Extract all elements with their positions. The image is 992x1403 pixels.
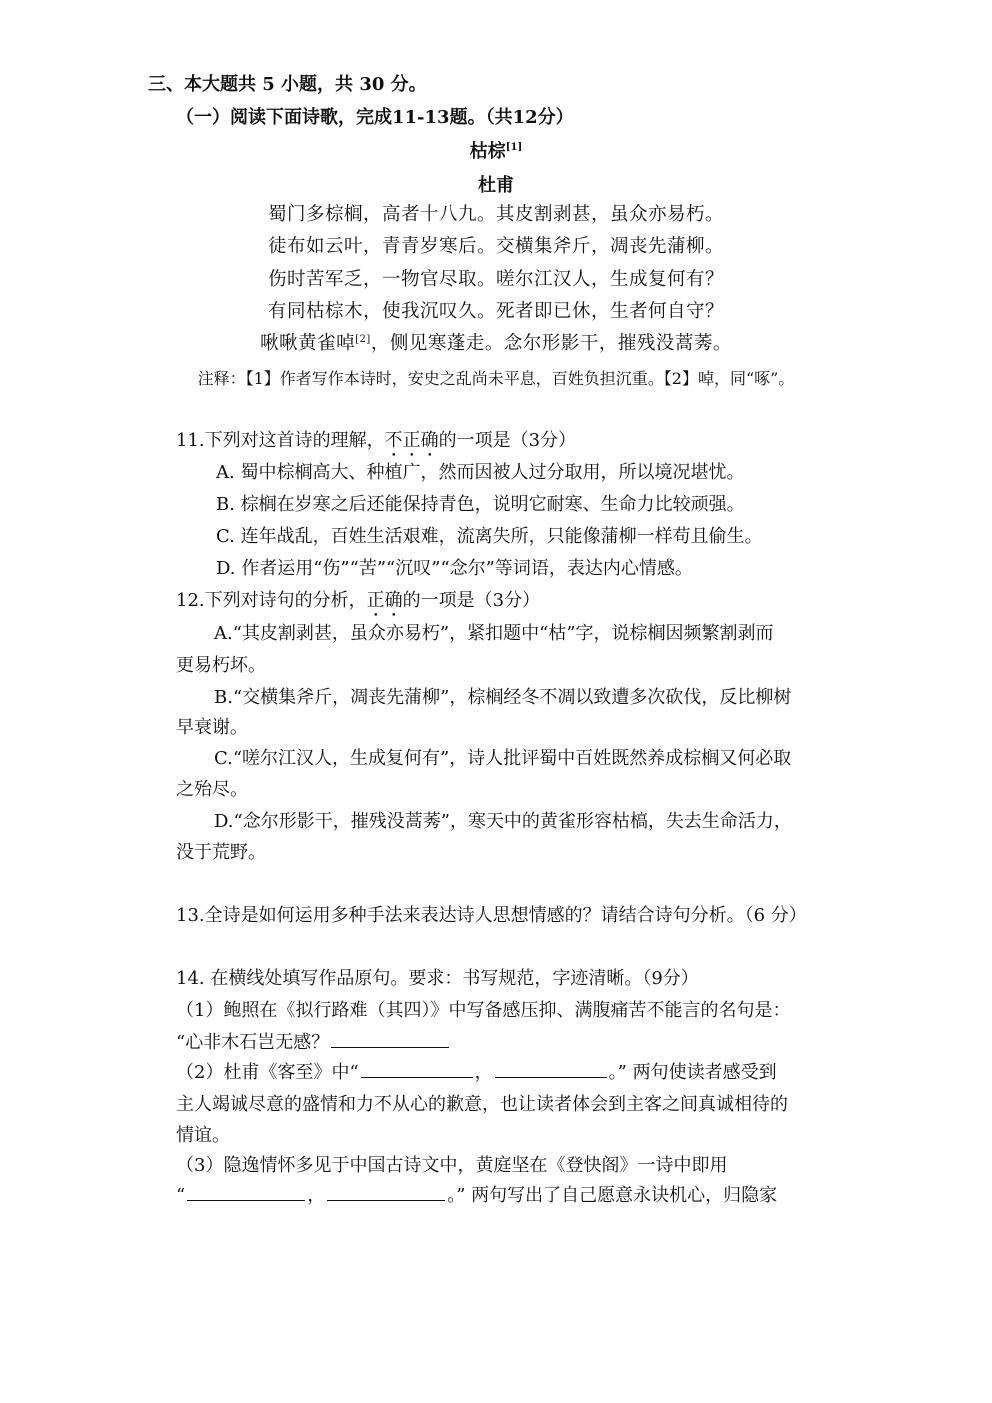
section-subtitle: （一）阅读下面诗歌，完成11-13题。（共12分） [176, 107, 574, 128]
q12-option-c-line2: 之殆尽。 [176, 779, 248, 800]
q14-part3-open-quote: “ [176, 1185, 186, 1206]
q12-option-a-line1: A.“其皮割剥甚，虽众亦易朽”，紧扣题中“枯”字，说棕榈因频繁割剥而 [214, 623, 774, 644]
q11-stem-b: 的一项是（3分） [438, 430, 577, 451]
q11-option-d: D. 作者运用“伤”“苦”“沉叹”“念尔”等词语，表达内心情感。 [216, 558, 693, 579]
q14-part3-blank-2[interactable] [327, 1184, 445, 1201]
q14-part3-suffix: 。” 两句写出了自己愿意永诀机心，归隐家 [447, 1185, 778, 1206]
q12-option-b-line2: 早衰谢。 [176, 717, 248, 738]
q14-part2-prefix: （2）杜甫《客至》中“ [176, 1062, 359, 1083]
poem-line-4: 有同枯棕木，使我沉叹久。死者即已休，生者何自守？ [267, 301, 724, 322]
q12-option-a-line2: 更易朽坏。 [176, 655, 266, 676]
q12-stem-emphasis: 正确 [366, 590, 403, 611]
q11-stem-emphasis: 不正确 [384, 430, 439, 451]
q14-part3-blank-1[interactable] [187, 1184, 305, 1201]
section-title: 三、本大题共 5 小题，共 30 分。 [148, 74, 427, 95]
poem-title [0, 140, 992, 164]
q12-option-d-line1: D.“念尔形影干，摧残没蒿莠”，寒天中的黄雀形容枯槁，失去生命活力， [214, 811, 792, 832]
q14-stem: 14. 在横线处填写作品原句。要求：书写规范，字迹清晰。（9分） [176, 968, 699, 989]
poem-line-5-b: ，侧见寒蓬走。念尔形影干，摧残没蒿莠。 [370, 333, 732, 354]
q14-part3-line1: （3）隐逸情怀多见于中国古诗文中，黄庭坚在《登快阁》一诗中即用 [176, 1155, 728, 1176]
q11-stem-a: 11.下列对这首诗的理解， [176, 430, 385, 451]
q14-part2-line1 [176, 1061, 777, 1085]
q14-part2-suffix: 。” 两句使读者感受到 [608, 1062, 777, 1083]
q12-stem-b: 的一项是（3分） [402, 590, 541, 611]
q14-part2-line3: 情谊。 [176, 1125, 230, 1146]
poem-title-note: [1] [505, 142, 523, 153]
q14-part2-blank-2[interactable] [495, 1061, 607, 1078]
q12-stem-a: 12.下列对诗句的分析， [176, 590, 367, 611]
poem-line-3: 伤时苦军乏，一物官尽取。嗟尔江汉人，生成复何有？ [267, 269, 724, 290]
q14-part1-line2 [176, 1031, 451, 1055]
q13-stem: 13.全诗是如何运用多种手法来表达诗人思想情感的？请结合诗句分析。（6 分） [176, 905, 807, 926]
poem-line-5-a: 啾啾黄雀啅 [260, 333, 356, 354]
q12-option-b-line1: B.“交横集斧斤，凋丧先蒲柳”，棕榈经冬不凋以致遭多次砍伐，反比柳树 [214, 687, 792, 708]
poem-line-5 [0, 332, 992, 356]
q12-option-d-line2: 没于荒野。 [176, 842, 266, 863]
poem-line-2: 徒布如云叶，青青岁寒后。交横集斧斤，凋丧先蒲柳。 [267, 236, 724, 257]
q14-part1-prompt: “心非木石岂无感？ [176, 1032, 330, 1053]
q12-option-c-line1: C.“嗟尔江汉人，生成复何有”，诗人批评蜀中百姓既然养成棕榈又何必取 [214, 748, 792, 769]
q11-option-a: A. 蜀中棕榈高大、种植广，然而因被人过分取用，所以境况堪忧。 [216, 462, 745, 483]
poem-author: 杜甫 [478, 175, 514, 196]
poem-annotation: 注释：【1】作者写作本诗时，安史之乱尚未平息，百姓负担沉重。【2】啅，同“啄”。 [197, 369, 795, 388]
poem-title-text: 枯棕 [469, 141, 506, 162]
q14-part3-comma: ， [307, 1185, 326, 1206]
q11-option-b: B. 棕榈在岁寒之后还能保持青色，说明它耐寒、生命力比较顽强。 [216, 494, 745, 515]
q14-part2-line2: 主人竭诚尽意的盛情和力不从心的歉意，也让读者体会到主客之间真诚相待的 [176, 1094, 788, 1115]
q14-part1-line1: （1）鲍照在《拟行路难（其四）》中写备感压抑、满腹痛苦不能言的名句是： [176, 1000, 791, 1021]
poem-line-5-note: [2] [355, 333, 371, 345]
q11-option-c: C. 连年战乱，百姓生活艰难，流离失所，只能像蒲柳一样苟且偷生。 [216, 526, 763, 547]
q14-part2-comma: ， [474, 1062, 493, 1083]
q12-stem [176, 589, 540, 621]
poem-line-1: 蜀门多棕榈，高者十八九。其皮割剥甚，虽众亦易朽。 [267, 204, 724, 225]
q14-part2-blank-1[interactable] [361, 1061, 473, 1078]
q14-part1-blank[interactable] [331, 1031, 449, 1048]
q14-part3-line2 [176, 1184, 777, 1208]
q11-stem [176, 429, 576, 461]
